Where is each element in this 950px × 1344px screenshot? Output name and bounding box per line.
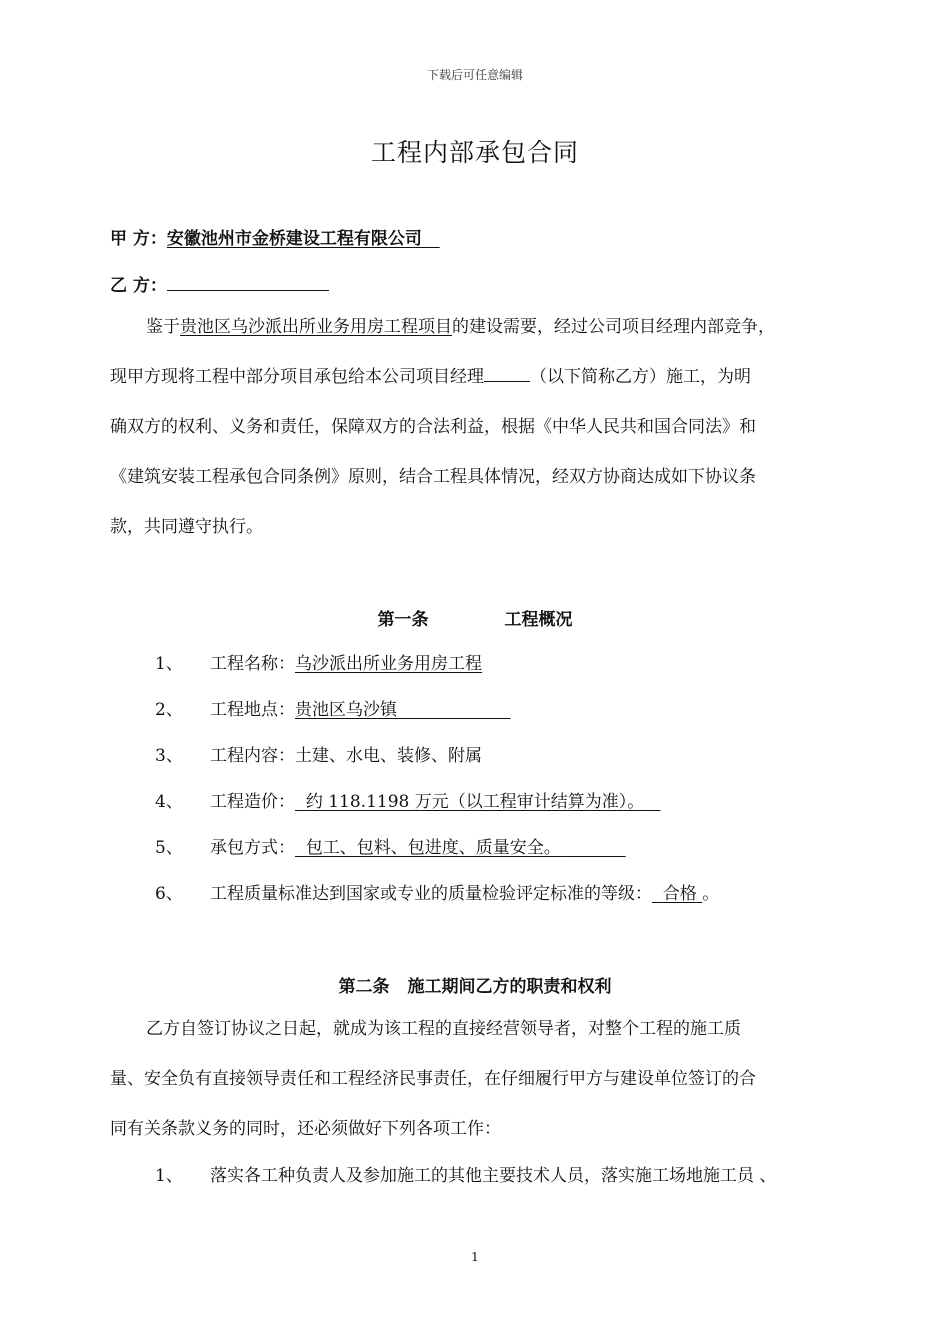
item-underline-lead — [295, 838, 306, 858]
item-value: 乌沙派出所业务用房工程 — [295, 654, 482, 674]
project-name: 贵池区乌沙派出所业务用房工程项目 — [180, 317, 452, 337]
intro-text: 的建设需要，经过公司项目经理内部竞争， — [452, 317, 775, 337]
item-number: 1、 — [155, 1166, 183, 1186]
article-2-line-3: 同有关条款义务的同时，还必须做好下列各项工作： — [110, 1119, 501, 1139]
item-underline-lead — [295, 792, 306, 812]
article-1-item — [155, 649, 482, 674]
item-value: 约 118.1198 万元（以工程审计结算为准）。 — [305, 792, 645, 812]
intro-paragraph — [110, 302, 850, 552]
item-value: 包工、包料、包进度、质量安全。 — [305, 838, 561, 858]
party-b-label: 乙 方： — [110, 276, 167, 296]
item-underline-tail — [561, 838, 626, 858]
item-number: 2、 — [155, 700, 183, 720]
header-note: 下载后可任意编辑 — [426, 68, 523, 82]
intro-line-1 — [110, 302, 850, 352]
article-1-title: 工程概况 — [504, 610, 573, 630]
article-1-item — [155, 695, 510, 720]
item-value: 贵池区乌沙镇 — [295, 700, 397, 720]
item-label: 工程名称： — [210, 654, 295, 674]
party-b-line — [110, 271, 329, 296]
intro-line-5: 款，共同遵守执行。 — [110, 517, 263, 537]
item-label: 工程地点： — [210, 700, 295, 720]
article-2-line-1: 乙方自签订协议之日起，就成为该工程的直接经营领导者，对整个工程的施工质 — [146, 1019, 741, 1039]
intro-text: （以下简称乙方）施工，为明 — [530, 367, 751, 387]
article-1-item — [155, 741, 482, 766]
intro-line-4: 《建筑安装工程承包合同条例》原则，结合工程具体情况，经双方协商达成如下协议条 — [110, 467, 756, 487]
page-number: 1 — [471, 1250, 479, 1264]
party-a-label: 甲 方： — [110, 229, 167, 249]
party-a-underline-tail — [422, 229, 440, 249]
article-2-number: 第二条 — [338, 977, 390, 997]
item-number: 3、 — [155, 746, 183, 766]
article-1-item — [155, 879, 719, 904]
item-underline-tail — [644, 792, 660, 812]
item-number: 4、 — [155, 792, 183, 812]
item-label: 工程质量标准达到国家或专业的质量检验评定标准的等级： — [210, 884, 652, 904]
item-underline-tail — [397, 700, 510, 720]
item-underline-lead — [652, 884, 663, 904]
item-label: 工程内容： — [210, 746, 295, 766]
item-label: 工程造价： — [210, 792, 295, 812]
party-b-blank — [167, 274, 329, 291]
article-2-paragraph — [110, 1004, 850, 1154]
item-text: 落实各工种负责人及参加施工的其他主要技术人员，落实施工场地施工员 、 — [210, 1166, 777, 1186]
article-1-heading — [0, 605, 950, 630]
manager-blank — [484, 365, 530, 382]
party-a-line — [110, 224, 440, 249]
article-2-line-2: 量、安全负有直接领导责任和工程经济民事责任，在仔细履行甲方与建设单位签订的合 — [110, 1069, 756, 1089]
item-label: 承包方式： — [210, 838, 295, 858]
item-value: 土建、水电、装修、附属 — [295, 746, 482, 766]
item-number: 6、 — [155, 884, 183, 904]
document-title: 工程内部承包合同 — [370, 138, 579, 167]
item-value: 合格 — [662, 884, 697, 904]
item-number: 5、 — [155, 838, 183, 858]
intro-text: 鉴于 — [146, 317, 180, 337]
item-number: 1、 — [155, 654, 183, 674]
intro-text: 现甲方现将工程中部分项目承包给本公司项目经理 — [110, 367, 484, 387]
article-2-heading — [0, 972, 950, 997]
article-2-title: 施工期间乙方的职责和权利 — [407, 977, 612, 997]
article-1-number: 第一条 — [377, 610, 429, 630]
item-suffix: 。 — [702, 884, 720, 904]
article-2-item — [155, 1161, 776, 1186]
intro-line-2 — [110, 352, 850, 402]
article-1-item — [155, 787, 660, 812]
article-1-item — [155, 833, 626, 858]
intro-line-3: 确双方的权利、义务和责任，保障双方的合法利益，根据《中华人民共和国合同法》和 — [110, 417, 756, 437]
party-a-value: 安徽池州市金桥建设工程有限公司 — [166, 229, 422, 249]
